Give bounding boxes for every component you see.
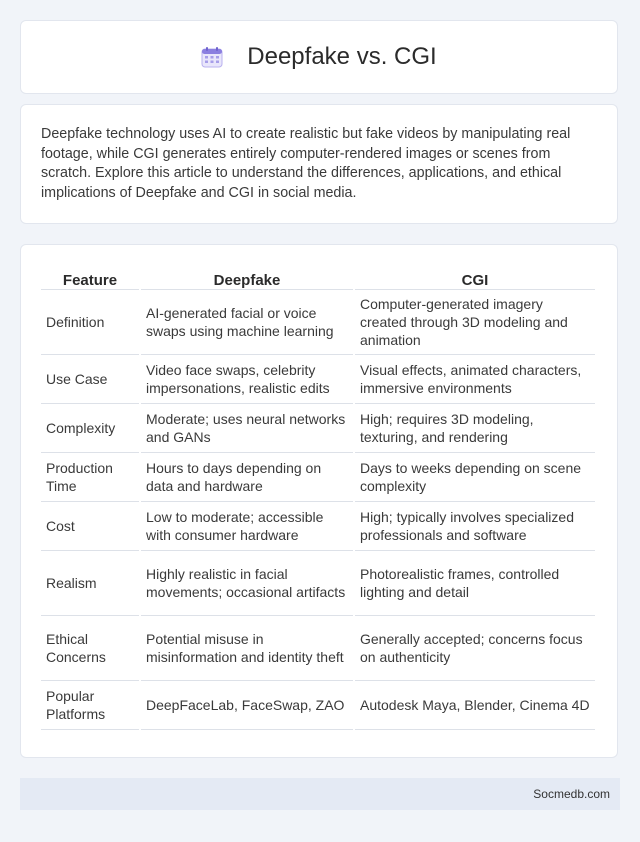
feature-cell: Definition (41, 290, 139, 355)
deepfake-cell: Low to moderate; accessible with consumer hardware (141, 502, 353, 551)
intro-paragraph: Deepfake technology uses AI to create realistic but fake videos by manipulating real footage, while CGI generates entirely computer-rendered images or scenes from scratch. Explore this article to understand the differences, applications, and ethical implications of Deepfake and CGI in social media. (41, 126, 571, 201)
cgi-cell: High; typically involves specialized professionals and software (355, 502, 595, 551)
table-header-row (41, 267, 595, 290)
header-deepfake: Deepfake (141, 267, 353, 290)
header-cgi: CGI (355, 267, 595, 290)
cgi-cell: Visual effects, animated characters, immersive environments (355, 355, 595, 404)
table-row (41, 355, 595, 404)
cgi-cell: Days to weeks depending on scene complexity (355, 453, 595, 502)
deepfake-cell: DeepFaceLab, FaceSwap, ZAO (141, 681, 353, 730)
cgi-cell: High; requires 3D modeling, texturing, and rendering (355, 404, 595, 453)
cgi-cell: Generally accepted; concerns focus on authenticity (355, 616, 595, 681)
deepfake-cell: Hours to days depending on data and hardware (141, 453, 353, 502)
table-row (41, 404, 595, 453)
footer-bar (20, 778, 620, 810)
page-title: Deepfake vs. CGI (247, 43, 437, 70)
table-row (41, 502, 595, 551)
deepfake-cell: Highly realistic in facial movements; occasional artifacts (141, 551, 353, 616)
comparison-table (39, 267, 597, 730)
deepfake-cell: AI-generated facial or voice swaps using machine learning (141, 290, 353, 355)
feature-cell: Popular Platforms (41, 681, 139, 730)
table-row (41, 290, 595, 355)
table-row (41, 453, 595, 502)
calendar-icon (201, 46, 223, 68)
deepfake-cell: Video face swaps, celebrity impersonations, realistic edits (141, 355, 353, 404)
feature-cell: Ethical Concerns (41, 616, 139, 681)
cgi-cell: Autodesk Maya, Blender, Cinema 4D (355, 681, 595, 730)
table-row (41, 616, 595, 681)
feature-cell: Cost (41, 502, 139, 551)
cgi-cell: Computer-generated imagery created through 3D modeling and animation (355, 290, 595, 355)
comparison-card (20, 244, 618, 758)
feature-cell: Realism (41, 551, 139, 616)
deepfake-cell: Moderate; uses neural networks and GANs (141, 404, 353, 453)
cgi-cell: Photorealistic frames, controlled lighting and detail (355, 551, 595, 616)
feature-cell: Use Case (41, 355, 139, 404)
feature-cell: Complexity (41, 404, 139, 453)
feature-cell: Production Time (41, 453, 139, 502)
intro-card (20, 104, 618, 224)
title-card (20, 20, 618, 94)
deepfake-cell: Potential misuse in misinformation and identity theft (141, 616, 353, 681)
header-feature: Feature (41, 267, 139, 290)
table-row (41, 551, 595, 616)
table-row (41, 681, 595, 730)
footer-site-link[interactable]: Socmedb.com (533, 787, 610, 801)
